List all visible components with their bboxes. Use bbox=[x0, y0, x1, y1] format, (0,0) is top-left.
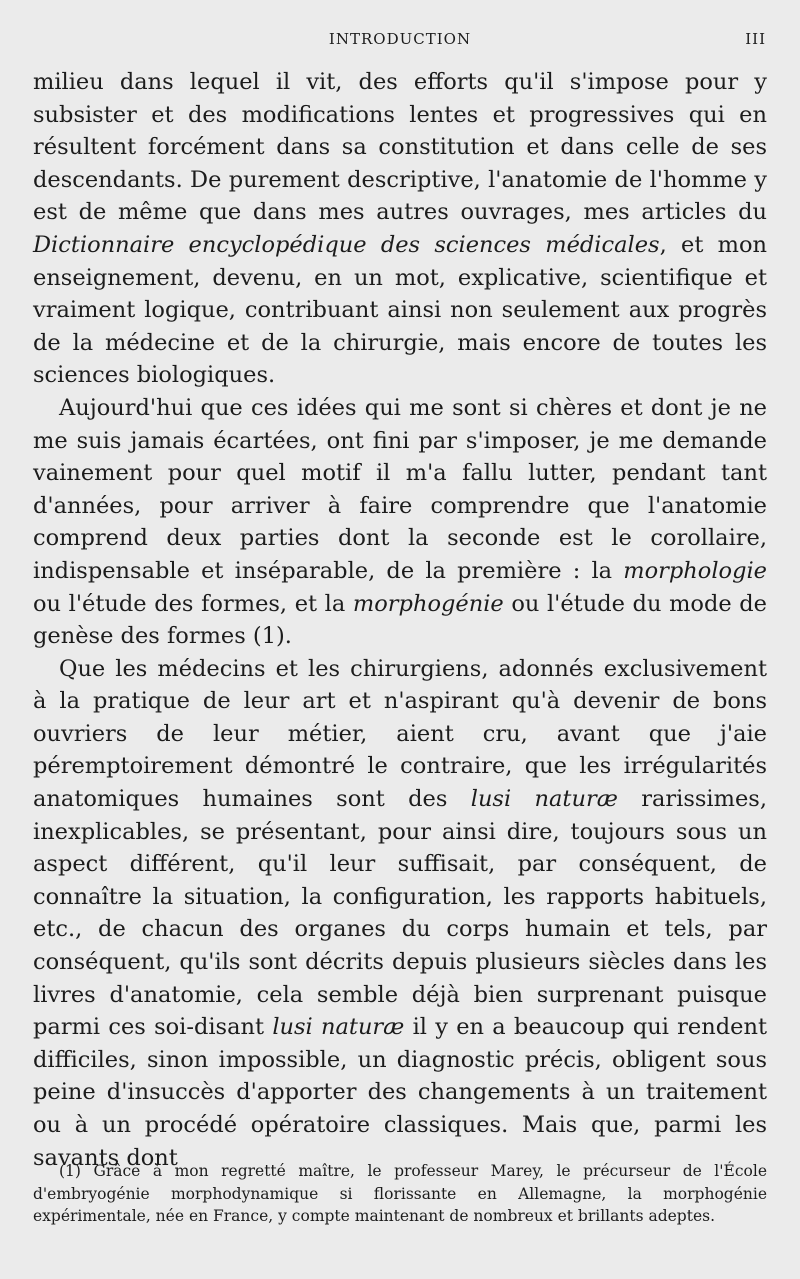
text-segment: ou l'étude des formes, et la bbox=[33, 590, 353, 617]
text-segment: Aujourd'hui que ces idées qui me sont si chères et dont je ne me suis jamais écartées, ont fini par s'imposer, je me demande vainement pour quel motif il m'a fallu lutter, pendant tant d'années, pour arriver à faire comprendre que l'anatomie comprend deux parties dont la seconde est le corollaire, indispensable et inséparable, de la première : la bbox=[33, 394, 767, 584]
footnote bbox=[33, 1160, 767, 1228]
text-segment: milieu dans lequel il vit, des efforts qu'il s'impose pour y subsister et des modifications lentes et progressives qui en résultent forcément dans sa constitution et dans celle de ses descendants. De purement descriptive, l'anatomie de l'homme y est de même que dans mes autres ouvrages, mes articles du bbox=[33, 69, 767, 226]
paragraph-3 bbox=[33, 653, 767, 1175]
italic-term: lusi naturæ bbox=[470, 786, 618, 813]
text-segment: il y en a beaucoup qui rendent difficiles, sinon impossible, un diagnostic précis, obligent sous peine d'insuccès d'apporter des changements à un traitement ou à un procédé opératoire classiques. Mais que, parmi les savants dont bbox=[33, 1014, 767, 1171]
text-segment: Que les médecins et les chirurgiens, adonnés exclusivement à la pratique de leur art et n'aspirant qu'à devenir de bons ouvriers de leur métier, aient cru, avant que j'aie péremptoirement démontré le contraire, que les irrégularités anatomiques humaines sont des bbox=[33, 655, 767, 813]
paragraph-2 bbox=[33, 392, 767, 653]
italic-term: lusi naturæ bbox=[272, 1014, 405, 1041]
italic-term: morphologie bbox=[623, 557, 767, 584]
text-segment: ou l'étude du mode de genèse des formes (1). bbox=[33, 590, 767, 650]
italic-term: morphogénie bbox=[352, 590, 504, 617]
body-text bbox=[33, 66, 767, 1174]
text-segment: , et mon enseignement, devenu, en un mot, explicative, scientifique et vraiment logique, contribuant ainsi non seulement aux progrès de la médecine et de la chirurgie, mais encore de toutes les sciences biologiques. bbox=[33, 231, 768, 389]
italic-title: Dictionnaire encyclopédique des sciences médicales bbox=[33, 231, 660, 258]
page-number: III bbox=[745, 30, 766, 48]
text-segment: rarissimes, inexplicables, se présentant, pour ainsi dire, toujours sous un aspect différent, qu'il leur suffisait, par conséquent, de connaître la situation, la configuration, les rapports habituels, etc., de chacun des organes du corps humain et tels, par conséquent, qu'ils sont décrits depuis plusieurs siècles dans les livres d'anatomie, cela semble déjà bien surprenant puisque parmi ces soi-disant bbox=[33, 786, 767, 1041]
running-title: INTRODUCTION bbox=[328, 30, 472, 48]
footnote-text: (1) Grâce à mon regretté maître, le professeur Marey, le précurseur de l'École d'embryogénie morphodynamique si florissante en Allemagne, la morphogénie expérimentale, née en France, y compte maintenant de nombreux et brillants adeptes. bbox=[33, 1162, 767, 1225]
paragraph-1 bbox=[33, 66, 767, 392]
